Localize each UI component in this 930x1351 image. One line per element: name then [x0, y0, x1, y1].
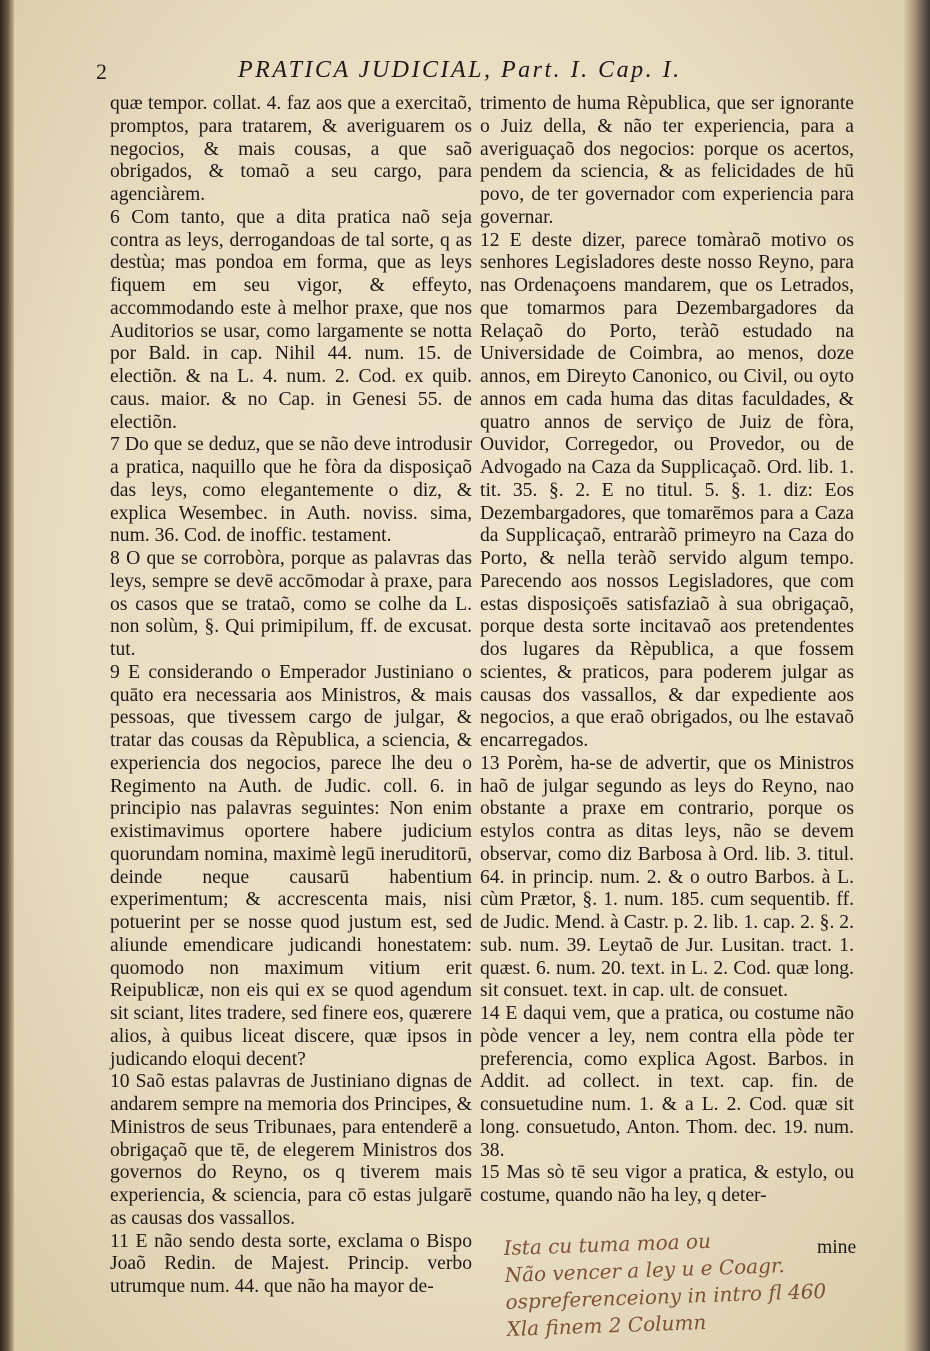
paragraph-11-continued: trimento de huma Rèpublica, que ser ignorante o Juiz della, & não ter experiencia, para a averiguaçaõ dos negocios: porque os acertos, pendem da sciencia, & as felicidades de hū povo, de ter governador com experiencia para governar. — [480, 93, 854, 228]
left-column — [110, 93, 472, 1299]
paragraph-14: 14 E daqui vem, que a pratica, ou costume não pòde vencer a ley, nem contra ella pòde ter preferencia, como explica Agost. Barbos. in Addit. ad collect. in text. cap. fin. de consuetudine num. 1. & a L. 2. Cod. quæ sit long. consuetudo, Anton. Thom. dec. 19. num. 38. — [480, 1003, 854, 1161]
paragraph-continuation: quæ tempor. collat. 4. faz aos que a exercitaõ, promptos, para tratarem, & averiguarem os negocios, & mais cousas, a que saõ obrigados, & tomaõ a seu cargo, para agenciàrem. — [110, 93, 472, 205]
right-column — [480, 93, 854, 1208]
page-edge — [904, 0, 930, 1351]
handwritten-annotation — [503, 1221, 907, 1345]
running-header — [96, 57, 716, 91]
paragraph-10: 10 Saõ estas palavras de Justiniano dignas de andarem sempre na memoria dos Principes, & Ministros de seus Tribunaes, para entenderē a obrigaçaõ que tē, de elegerem Ministros dos governos do Reyno, os q tiverem mais experiencia, & sciencia, para cō estas julgarē as causas dos vassallos. — [110, 1071, 472, 1229]
paragraph-13: 13 Porèm, ha-se de advertir, que os Ministros haõ de julgar segundo as leys do Reyno, nao obstante a praxe em contrario, porque os estylos contra as ditas leys, não se devem observar, como diz Barbosa à Ord. lib. 3. titul. 64. in princip. num. 2. & o outro Barbos. à L. cùm Prætor, §. 1. num. 185. cum sequentib. ff. de Judic. Mend. à Castr. p. 2. lib. 1. cap. 2. §. 2. sub. num. 39. Leytaõ de Jur. Lusitan. tract. 1. quæst. 6. num. 20. text. in L. 2. Cod. quæ long. sit consuet. text. in cap. ult. de consuet. — [480, 752, 854, 1002]
paragraph-12: 12 E deste dizer, parece tomàraõ motivo os senhores Legisladores deste nosso Reyno, para nas Ordenaçoens mandarem, que os Letrados, que tomarmos para Dezembargadores da Relaçaõ do Porto, teràõ estudado na Universidade de Coimbra, ao menos, doze annos, em Direyto Canonico, ou Civil, ou oyto annos em cada huma das ditas faculdades, & quatro annos de serviço de Juiz de fòra, Ouvidor, Corregedor, ou Provedor, ou de Advogado na Caza da Supplicaçaõ. Ord. lib. 1. tit. 35. §. 2. E no titul. 5. §. 1. diz: Eos Dezembargadores, que tomarēmos para a Caza da Supplicaçaõ, entraràõ primeyro na Caza do Porto, & nella teràõ servido algum tempo. Parecendo aos nossos Legisladores, que com estas disposiçoēs satisfaziaõ à sua obrigaçaõ, porque desta sorte incitavaõ aos pretendentes dos lugares da Rèpublica, a que fossem scientes, & praticos, para poderem julgar as causas dos vassallos, & dar expediente aos negocios, a que eraõ obrigados, ou lhe estavaõ encarregados. — [480, 229, 854, 751]
paragraph-7: 7 Do que se deduz, que se não deve introdusir a pratica, naquillo que he fòra da disposiçaõ das leys, como elegantemente o diz, & explica Wesembec. in Auth. noviss. sima, num. 36. Cod. de inoffic. testament. — [110, 434, 472, 547]
book-binding — [0, 0, 14, 1351]
handwritten-line: Não vencer a ley u e Coagr. — [504, 1253, 786, 1287]
handwritten-line: ospreferenceiony in intro fl 460 — [505, 1278, 827, 1314]
paragraph-11: 11 E não sendo desta sorte, exclama o Bispo Joaõ Redin. de Majest. Princip. verbo utrumque num. 44. que não ha mayor de- — [110, 1230, 472, 1297]
paragraph-6: 6 Com tanto, que a dita pratica naõ seja contra as leys, derrogandoas de tal sorte, q as destùa; mas pondoa em forma, que as leys fiquem em seu vigor, & effeyto, accommodando este à melhor praxe, que nos Auditorios se usar, como largamente se notta por Bald. in cap. Nihil 44. num. 15. de electiõn. & na L. 4. num. 2. Cod. ex quib. caus. maior. & no Cap. in Genesi 55. de electiõn. — [110, 206, 472, 433]
handwritten-line: Ista cu tuma moa ou — [503, 1228, 712, 1260]
paragraph-15: 15 Mas sò tē seu vigor a pratica, & estylo, ou costume, quando não ha ley, q deter- — [480, 1162, 854, 1206]
running-title: PRATICA JUDICIAL, Part. I. Cap. I. — [238, 57, 682, 83]
paragraph-8: 8 O que se corrobòra, porque as palavras das leys, sempre se devē accōmodar à praxe, para os casos que se trataõ, como se colhe da L. non solùm, §. Qui primipilum, ff. de excusat. tut. — [110, 548, 472, 660]
page-number: 2 — [96, 59, 107, 84]
catchword: mine — [817, 1237, 857, 1258]
paragraph-9: 9 E considerando o Emperador Justiniano o quāto era necessaria aos Ministros, & mais pessoas, que tivessem cargo de julgar, & tratar das cousas da Rèpublica, a sciencia, & experiencia dos negocios, parece lhe deu o Regimento na Auth. de Judic. coll. 6. in principio nas palavras seguintes: Non enim existimavimus oportere habere judicium quorundam nomina, maximè legū ineruditorū, deinde neque causarū habentium experimentum; & accrescenta mais, nisi potuerint per se nosse quod justum est, sed aliunde emendicare judicandi honestatem: quomodo non maximum vitium erit Reipublicæ, non eis qui ex se quod agendum sit sciant, lites tradere, sed finere eos, quærere alios, à quibus liceat discere, quæ ipsos in judicando eloqui decent? — [110, 661, 472, 1070]
handwritten-line: Xla finem 2 Column — [506, 1309, 707, 1341]
